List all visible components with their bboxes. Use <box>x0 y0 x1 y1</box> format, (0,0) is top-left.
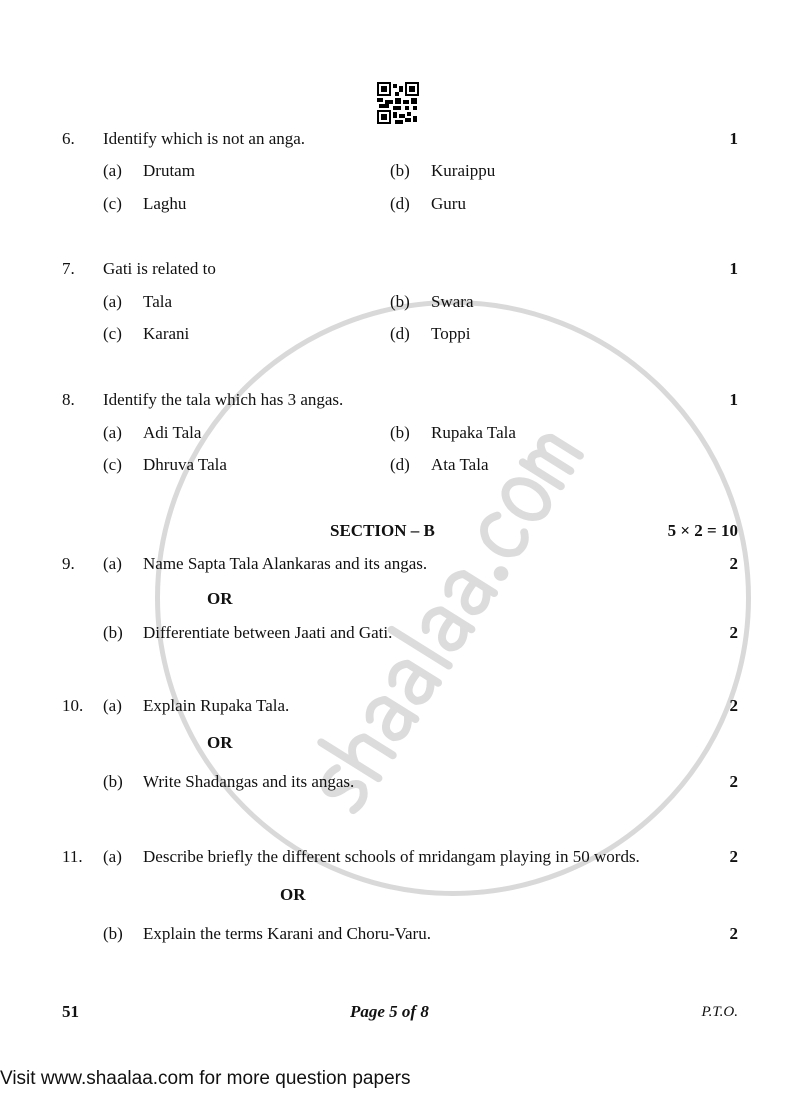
option-text: Drutam <box>143 161 195 180</box>
part-text: Write Shadangas and its angas. <box>143 772 355 791</box>
part-marks: 2 <box>729 847 738 866</box>
promo-banner: Visit www.shaalaa.com for more question papers <box>0 1068 411 1089</box>
question-number: 7. <box>62 259 75 278</box>
part-label: (a) <box>103 696 122 715</box>
option-label: (b) <box>390 423 410 442</box>
option-text: Kuraippu <box>431 161 496 180</box>
part-label: (b) <box>103 623 123 642</box>
option-label: (d) <box>390 324 410 343</box>
option-label: (c) <box>103 194 122 213</box>
option-text: Tala <box>143 292 173 311</box>
option-label: (b) <box>390 161 410 180</box>
option-text: Laghu <box>143 194 187 213</box>
option-label: (a) <box>103 161 122 180</box>
option-label: (d) <box>390 455 410 474</box>
part-text: Describe briefly the different schools of mridangam playing in 50 words. <box>143 847 640 866</box>
option-text: Ata Tala <box>431 455 489 474</box>
option-label: (b) <box>390 292 410 311</box>
section-title: SECTION – B <box>330 521 435 540</box>
question-number: 10. <box>62 696 84 715</box>
part-marks: 2 <box>729 772 738 791</box>
option-text: Karani <box>143 324 190 343</box>
or-label: OR <box>207 589 233 608</box>
part-label: (a) <box>103 554 122 573</box>
question-marks: 1 <box>729 259 738 278</box>
question-number: 6. <box>62 129 75 148</box>
part-text: Explain the terms Karani and Choru-Varu. <box>143 924 431 943</box>
part-marks: 2 <box>729 696 738 715</box>
part-text: Explain Rupaka Tala. <box>143 696 290 715</box>
option-label: (d) <box>390 194 410 213</box>
part-label: (b) <box>103 772 123 791</box>
option-text: Rupaka Tala <box>431 423 516 442</box>
option-label: (c) <box>103 324 122 343</box>
option-label: (c) <box>103 455 122 474</box>
question-text: Identify which is not an anga. <box>103 129 306 148</box>
or-label: OR <box>280 885 306 904</box>
option-label: (a) <box>103 423 122 442</box>
option-text: Swara <box>431 292 474 311</box>
option-label: (a) <box>103 292 122 311</box>
option-text: Adi Tala <box>143 423 202 442</box>
question-text: Gati is related to <box>103 259 216 278</box>
part-label: (b) <box>103 924 123 943</box>
or-label: OR <box>207 733 233 752</box>
question-number: 9. <box>62 554 75 573</box>
option-text: Guru <box>431 194 466 213</box>
qr-code <box>377 82 419 124</box>
paper-code: 51 <box>62 1002 79 1021</box>
part-text: Differentiate between Jaati and Gati. <box>143 623 393 642</box>
section-marks: 5 × 2 = 10 <box>667 521 738 540</box>
pto-label: P.T.O. <box>701 1004 738 1020</box>
part-marks: 2 <box>729 623 738 642</box>
part-marks: 2 <box>729 924 738 943</box>
part-label: (a) <box>103 847 122 866</box>
option-text: Dhruva Tala <box>143 455 227 474</box>
part-marks: 2 <box>729 554 738 573</box>
question-number: 11. <box>62 847 83 866</box>
question-number: 8. <box>62 390 75 409</box>
part-text: Name Sapta Tala Alankaras and its angas. <box>143 554 428 573</box>
option-text: Toppi <box>431 324 471 343</box>
page-number: Page 5 of 8 <box>350 1002 429 1021</box>
question-marks: 1 <box>729 129 738 148</box>
question-marks: 1 <box>729 390 738 409</box>
question-text: Identify the tala which has 3 angas. <box>103 390 344 409</box>
